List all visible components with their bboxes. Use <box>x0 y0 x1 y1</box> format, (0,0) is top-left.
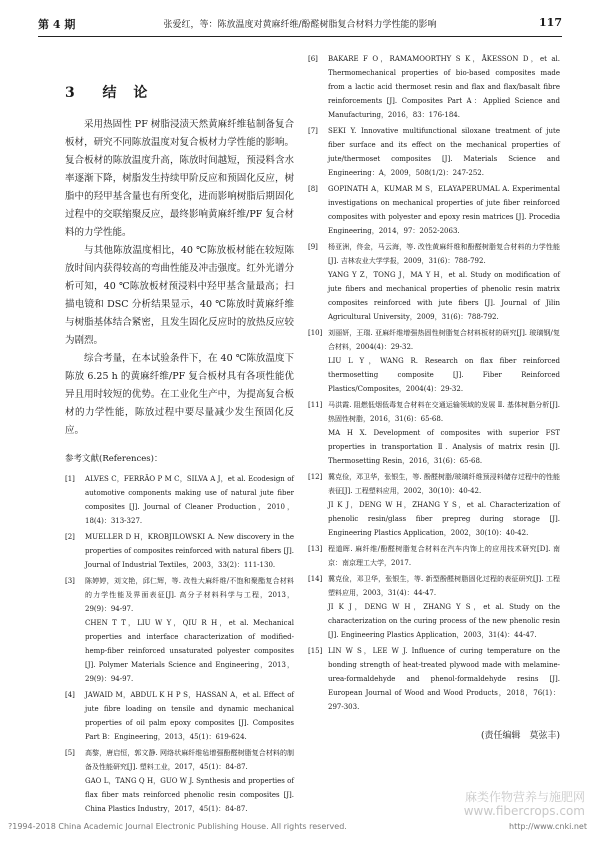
reference-text: 陈婷婷，刘文艳，邱仁辉，等. 改性大麻纤维/不饱和聚酯复合材料的力学性能及界面表征[J]. 高分子材料科学与工程，2013，29(9)：94-97. <box>85 577 294 613</box>
reference-text: MUELLER D H，KROBJILOWSKI A. New discovery in the properties of composites reinforced with natural fibers [J]. Journal of Industrial Textiles，2003，33(2)：111-130. <box>85 533 294 569</box>
reference-item <box>308 542 560 570</box>
reference-number: [15] <box>308 647 323 655</box>
reference-item <box>308 182 560 238</box>
reference-text: MA H X. Development of composites with superior FST properties in transportation Ⅱ. Analysis of matrix resin [J]. Thermosetting Resin，2016，31(6)：65-68. <box>328 429 560 465</box>
reference-item <box>308 644 560 714</box>
responsible-editor: (责任编辑 莫弦丰) <box>480 731 560 741</box>
conclusion-paragraph-1: 采用热固性 PF 树脂浸渍天然黄麻纤维毡制备复合板材，研究不同陈放温度对复合板材力学性能的影响。复合板材的陈放温度升高，陈放时间越短，预浸料含水率逐渐下降，树脂发生持续甲阶反应和预固化反应，树脂中的羟甲基含量也有所变化，进而影响树脂后期固化过程中的交联缩聚反应，最终影响黄麻纤维/PF 复合材料的力学性能。 <box>65 119 294 238</box>
conclusion-paragraph-3: 综合考量，在本试验条件下，在 40 ℃陈放温度下陈放 6.25 h 的黄麻纤维/PF 复合板材具有各项性能优异且用时较短的优势。在工业化生产中，为提高复合板材的力学性能，陈放过程中要尽量减少发生预固化反应。 <box>65 353 294 436</box>
reference-text: 马洪霞. 阻燃低烟低毒复合材料在交通运输领域的发展 Ⅱ. 基体树脂分析[J]. 热固性树脂，2016，31(6)：65-68. <box>328 401 560 423</box>
reference-body <box>328 572 560 642</box>
reference-number: [7] <box>308 127 318 135</box>
header-rule <box>38 36 562 37</box>
reference-item <box>65 746 294 816</box>
reference-text: 高黎，唐启恒，郭文静. 网络状麻纤维毡增强酚醛树脂复合材料的制备及性能研究[J]. 塑料工业，2017，45(1)：84-87. <box>85 749 294 771</box>
reference-text: 程道晖. 麻纤维/酚醛树脂复合材料在汽车内饰上的应用技术研究[D]. 南京：南京理工大学，2017. <box>328 545 560 567</box>
reference-text: 杨亚洲，佟金，马云海，等. 改性黄麻纤维和酚醛树脂复合材料的力学性能[J]. 吉林农业大学学报，2009，31(6)：788-792. <box>328 243 560 265</box>
reference-item <box>65 472 294 528</box>
watermark-line-2: www.fibercrops.com <box>463 804 585 818</box>
reference-item <box>308 326 560 396</box>
reference-item <box>308 398 560 468</box>
reference-list-right <box>308 52 560 714</box>
reference-item <box>308 572 560 642</box>
reference-text: LIN W S，LEE W J. Influence of curing temperature on the bonding strength of heat-treated plywood made with melamine-urea-formaldehyde and phenol-formaldehyde resins [J]. European Journal of Wood and Wood Products，2018，76(1)：297-303. <box>328 647 560 711</box>
reference-item <box>65 574 294 686</box>
reference-body <box>328 644 560 714</box>
right-column <box>308 52 560 741</box>
reference-text: YANG Y Z，TONG J，MA Y H，et al. Study on modification of jute fibers and mechanical properties of phenolic resin matrix composites reinforced with jute fibers [J]. Journal of Jilin Agricultural University，2009，31(6)：788-792. <box>328 271 560 321</box>
references-heading: 参考文献(References)： <box>65 454 163 464</box>
conclusion-paragraph-2: 与其他陈放温度相比，40 ℃陈放板材能在较短陈放时间内获得较高的弯曲性能及冲击强度。红外光谱分析可知，40 ℃陈放板材预浸料中羟甲基含量最高；扫描电镜和 DSC 分析结果显示，40 ℃陈放时黄麻纤维与树脂基体结合紧密，且发生固化反应时的放热反应较为剧烈。 <box>65 245 294 346</box>
reference-number: [3] <box>65 577 75 585</box>
reference-number: [8] <box>308 185 318 193</box>
reference-item <box>308 124 560 180</box>
page-footer <box>0 822 595 836</box>
reference-text: SEKI Y. Innovative multifunctional siloxane treatment of jute fiber surface and its effect on the mechanical properties of jute/thermoset composites [J]. Materials Science and Engineering：A，2009，508(1/2)：247-252. <box>328 127 560 177</box>
reference-number: [5] <box>65 749 75 757</box>
reference-body <box>328 52 560 122</box>
reference-body <box>328 182 560 238</box>
page-number: 117 <box>539 16 562 29</box>
section-title: 结 论 <box>102 85 154 101</box>
reference-body <box>328 470 560 540</box>
issue-number: 第 4 期 <box>38 18 76 31</box>
reference-item <box>65 688 294 744</box>
reference-item <box>308 52 560 122</box>
reference-number: [13] <box>308 545 323 553</box>
reference-text: 冀克俭，邓卫华，张银生，等. 酚醛树脂/玻璃纤维预浸料储存过程中的性能表征[J]. 工程塑料应用，2002，30(10)：40-42. <box>328 473 560 495</box>
reference-body <box>85 530 294 572</box>
reference-text: BAKARE F O，RAMAMOORTHY S K，ÅKESSON D，et al. Thermomechanical properties of bio-based composites made from a lactic acid thermoset resin and flax and flax/basalt fibre reinforcements [J]. Composites Part A：Applied Science and Manufacturing，2016，83：176-184. <box>328 55 560 119</box>
reference-body <box>85 688 294 744</box>
section-heading <box>65 82 294 102</box>
reference-text: JAWAID M，ABDUL K H P S，HASSAN A，et al. Effect of jute fibre loading on tensile and dynamic mechanical properties of oil palm epoxy composites [J]. Composites Part B：Engineering，2013，45(1)：619-624. <box>85 691 294 741</box>
reference-body <box>328 542 560 570</box>
reference-number: [11] <box>308 401 323 409</box>
reference-body <box>328 326 560 396</box>
section-number: 3 <box>65 85 81 101</box>
left-column <box>65 52 294 818</box>
reference-text: JI K J，DENG W H，ZHANG Y S，et al. Characterization of phenolic resin/glass fiber prepreg during storage [J]. Engineering Plastics Application，2002，30(10)：40-42. <box>328 501 560 537</box>
reference-text: LIU L Y，WANG R. Research on flax fiber reinforced thermosetting composite [J]. Fiber Reinforced Plastics/Composites，2004(4)：29-32. <box>328 357 560 393</box>
reference-item <box>65 530 294 572</box>
reference-body <box>85 574 294 686</box>
reference-number: [2] <box>65 533 75 541</box>
reference-number: [1] <box>65 475 75 483</box>
reference-item <box>308 240 560 324</box>
running-title: 张爱红，等：陈放温度对黄麻纤维/酚醛树脂复合材料力学性能的影响 <box>163 20 437 30</box>
reference-body <box>85 472 294 528</box>
copyright-notice: ?1994-2018 China Academic Journal Electronic Publishing House. All rights reserved. <box>8 822 347 831</box>
reference-body <box>328 124 560 180</box>
reference-text: GAO L，TANG Q H，GUO W J. Synthesis and properties of flax fiber mats reinforced phenolic resin composites [J]. China Plastics Industry，2017，45(1)：84-87. <box>85 777 294 813</box>
reference-text: ALVES C，FERRÃO P M C，SILVA A J，et al. Ecodesign of automotive components making use of natural jute fiber composites [J]. Journal of Cleaner Production，2010，18(4)：313-327. <box>85 475 294 525</box>
reference-number: [10] <box>308 329 323 337</box>
reference-number: [6] <box>308 55 318 63</box>
watermark-line-1: 麻类作物营养与施肥网 <box>464 790 585 804</box>
site-watermark <box>464 790 585 818</box>
reference-number: [4] <box>65 691 75 699</box>
reference-text: 刘丽妍，王瑞. 亚麻纤维增强热固性树脂复合材料板材的研究[J]. 玻璃钢/复合材料，2004(4)：29-32. <box>328 329 560 351</box>
reference-number: [14] <box>308 575 323 583</box>
reference-item <box>308 470 560 540</box>
reference-text: GOPINATH A，KUMAR M S，ELAYAPERUMAL A. Experimental investigations on mechanical properties of jute fiber reinforced composites with polyester and epoxy resin matrices [J]. Procedia Engineering，2014，97：2052-2063. <box>328 185 560 235</box>
reference-list-left <box>65 472 294 816</box>
page-header <box>38 14 562 36</box>
reference-number: [12] <box>308 473 323 481</box>
reference-text: 冀克俭，邓卫华，张银生，等. 新型酚醛树脂固化过程的表征研究[J]. 工程塑料应用，2003，31(4)：44-47. <box>328 575 560 597</box>
publisher-url: http://www.cnki.net <box>509 822 587 831</box>
reference-text: JI K J，DENG W H，ZHANG Y S，et al. Study on the characterization on the curing process of the new phenolic resin [J]. Engineering Plastics Application，2003，31(4)：44-47. <box>328 603 560 639</box>
reference-body <box>328 240 560 324</box>
reference-body <box>85 746 294 816</box>
reference-number: [9] <box>308 243 318 251</box>
reference-text: CHEN T T，LIU W Y，QIU R H，et al. Mechanical properties and interface characterization of modified-hemp-fiber reinforced unsaturated polyester composites [J]. Polymer Materials Science and Engineering，2013，29(9)：94-97. <box>85 619 294 683</box>
reference-body <box>328 398 560 468</box>
